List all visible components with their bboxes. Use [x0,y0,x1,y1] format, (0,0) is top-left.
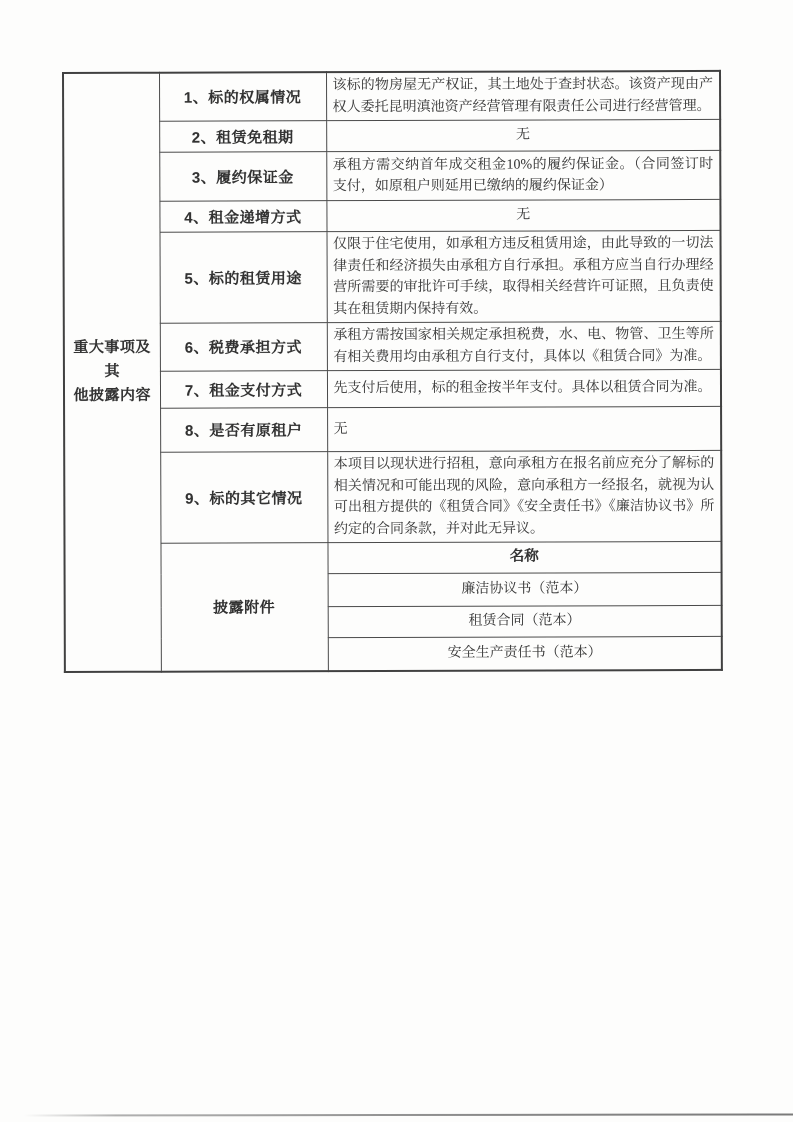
row-content-rent-free-period: 无 [326,119,720,151]
row-label-ownership: 1、标的权属情况 [159,72,326,121]
row-label-other-conditions: 9、标的其它情况 [160,452,327,544]
row-label-performance-deposit: 3、履约保证金 [159,152,326,202]
table-row [64,369,721,408]
table-row [64,406,721,452]
attachment-item-safety-responsibility: 安全生产责任书（范本） [328,636,722,670]
section-header-line-2: 他披露内容 [73,386,152,405]
row-label-rent-free-period: 2、租赁免租期 [159,121,326,153]
table-row [63,199,720,232]
attachments-label: 披露附件 [160,543,327,672]
row-content-existing-tenant: 无 [327,406,721,451]
row-label-existing-tenant: 8、是否有原租户 [160,408,327,453]
disclosure-table [62,70,723,673]
merged-section-header [63,73,161,672]
table-row [63,150,720,201]
page-edge-shadow [24,1113,793,1116]
row-label-rent-escalation: 4、租金递增方式 [159,201,326,233]
row-label-tax-burden: 6、税费承担方式 [160,323,327,372]
row-content-performance-deposit: 承租方需交纳首年成交租金10%的履约保证金。（合同签订时支付，如原租户则延用已缴纳的履约保证金） [326,150,720,200]
row-content-payment-method: 先支付后使用，标的租金按半年支付。具体以租赁合同为准。 [327,369,721,407]
row-label-payment-method: 7、租金支付方式 [160,371,327,409]
row-content-lease-purpose: 仅限于住宅使用，如承租方违反租赁用途，由此导致的一切法律责任和经济损失由承租方自行承担。承租方应当自行办理经营所需要的审批许可手续，取得相关经营许可证照，且负责使其在租赁期内保持有效。 [327,230,721,322]
attachment-item-integrity-agreement: 廉洁协议书（范本） [328,572,722,606]
row-label-lease-purpose: 5、标的租赁用途 [160,232,327,324]
table-row [63,119,720,152]
row-content-tax-burden: 承租方需按国家相关规定承担税费，水、电、物管、卫生等所有相关费用均由承租方自行支付，具体以《租赁合同》为准。 [327,321,721,370]
table-row [64,450,721,543]
attachments-name-header: 名称 [327,541,721,573]
row-content-ownership: 该标的物房屋无产权证，其土地处于查封状态。该资产现由产权人委托昆明滇池资产经营管理有限责任公司进行经营管理。 [326,71,720,121]
table-row [64,230,721,323]
attachment-item-lease-contract: 租赁合同（范本） [328,605,722,637]
table-row [64,321,721,371]
table-row [64,541,721,574]
section-header-line-1: 重大事项及其 [73,338,151,381]
table-row [63,71,720,122]
row-content-rent-escalation: 无 [326,199,720,231]
row-content-other-conditions: 本项目以现状进行招租，意向承租方在报名前应充分了解标的相关情况和可能出现的风险，意向承租方一经报名，就视为认可出租方提供的《租赁合同》《安全责任书》《廉洁协议书》所约定的合同条款，并对此无异议。 [327,450,721,542]
